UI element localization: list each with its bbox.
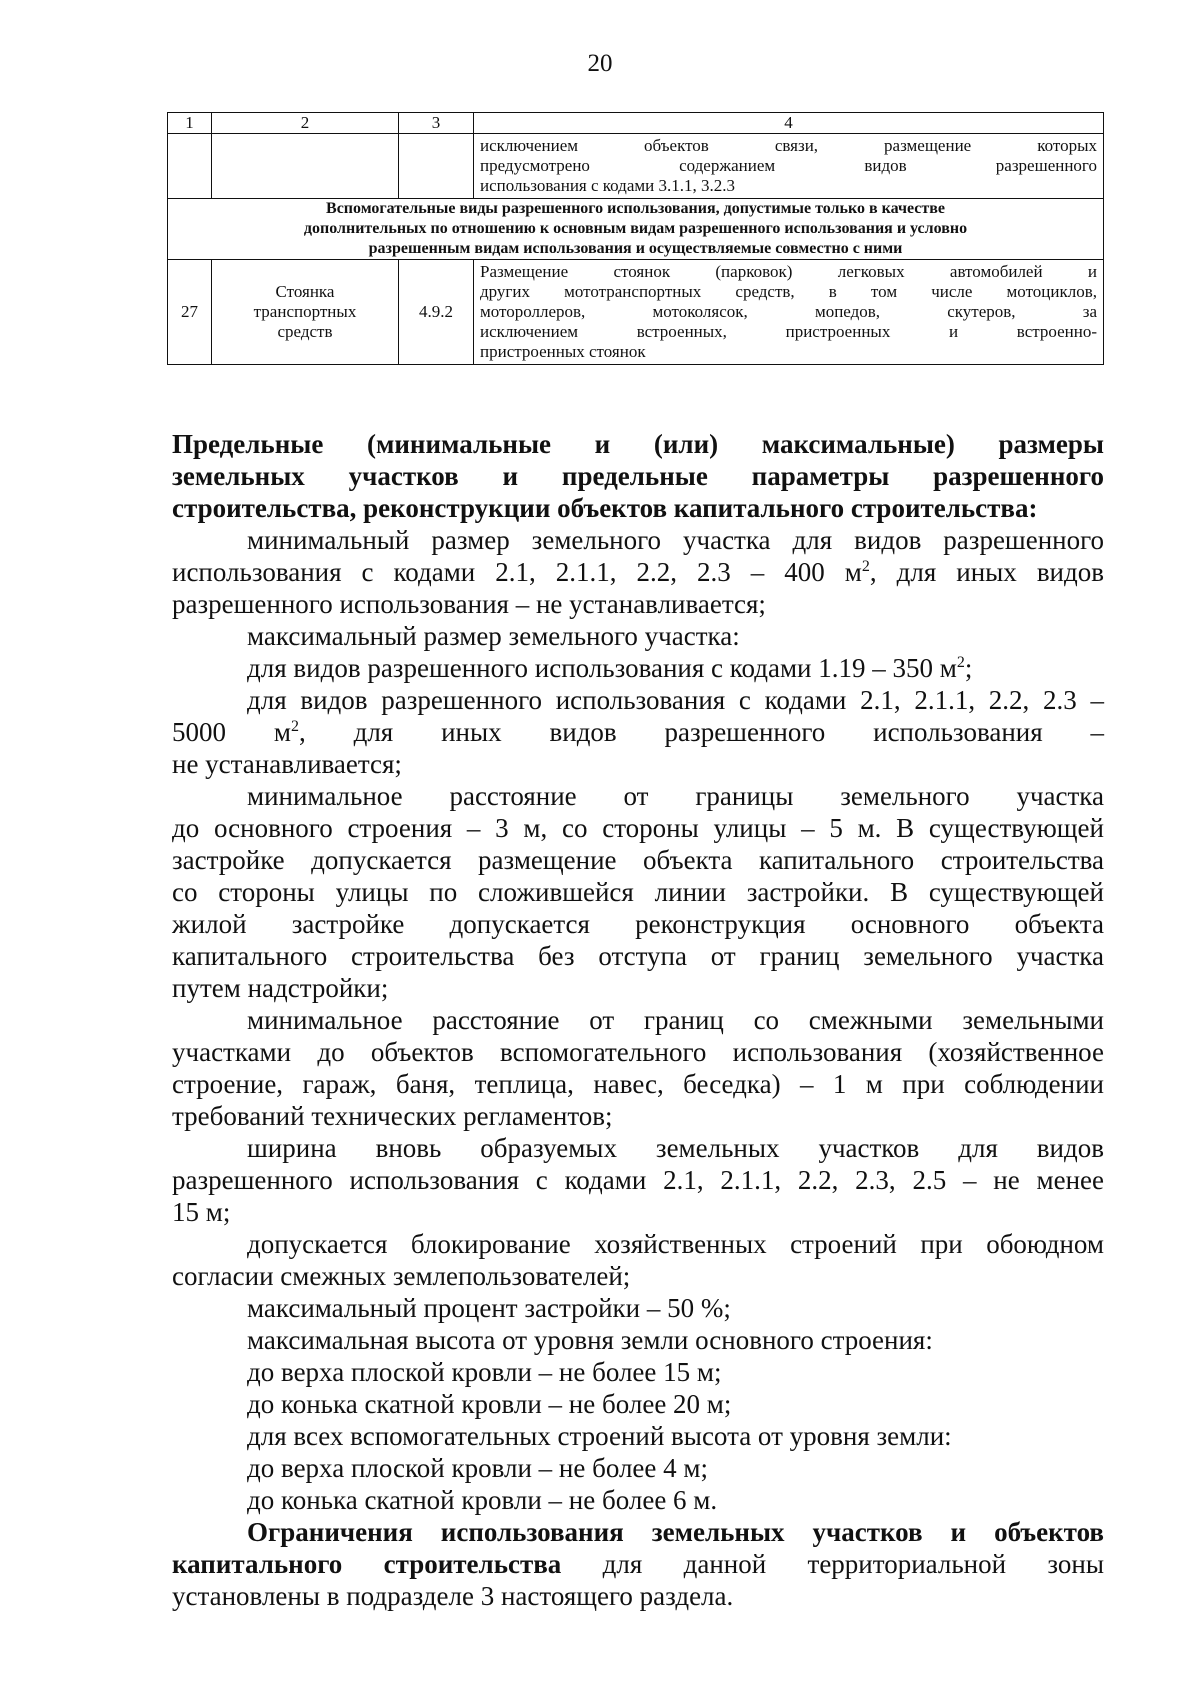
auxiliary-header-line: разрешенным видам использования и осуществляемые совместно с ними xyxy=(368,240,903,257)
continued-description-cell xyxy=(474,134,1104,199)
paragraph-line: минимальный размер земельного участка для видов разрешенного xyxy=(247,525,1104,555)
description-line: Размещение стоянок (парковок) легковых автомобилей и xyxy=(480,262,1097,281)
table-header-row xyxy=(168,113,1104,134)
row-number-cell: 27 xyxy=(168,260,212,365)
continued-line: использования с кодами 3.1.1, 3.2.3 xyxy=(480,176,735,195)
main-text xyxy=(172,428,1104,1612)
paragraph-line: максимальный размер земельного участка: xyxy=(247,621,740,651)
use-name-line: транспортных xyxy=(253,302,357,321)
superscript: 2 xyxy=(290,718,299,735)
paragraph-line: до конька скатной кровли – не более 6 м. xyxy=(247,1485,718,1515)
paragraph-line: максимальный процент застройки – 50 %; xyxy=(247,1293,731,1323)
table-header-cell: 3 xyxy=(399,113,474,134)
text-span: , для иных видов xyxy=(869,557,1104,587)
text-span: использования с кодами 2.1, 2.1.1, 2.2, 2.3 – 400 м xyxy=(172,557,862,587)
paragraph-line xyxy=(172,1548,1104,1580)
description-line: мотороллеров, мотоколясок, мопедов, скутеров, за xyxy=(480,302,1097,321)
paragraph-line: максимальная высота от уровня земли основного строения: xyxy=(247,1325,933,1355)
paragraph-line: не устанавливается; xyxy=(172,749,402,779)
use-description-cell xyxy=(474,260,1104,365)
land-use-table xyxy=(167,112,1104,365)
paragraph-line xyxy=(172,556,1104,588)
paragraph-line xyxy=(172,716,1104,748)
paragraph-line: до конька скатной кровли – не более 20 м; xyxy=(247,1389,732,1419)
paragraph-line: установлены в подразделе 3 настоящего раздела. xyxy=(172,1581,734,1611)
description-line: исключением встроенных, пристроенных и встроенно- xyxy=(480,322,1097,341)
table-row-27 xyxy=(168,260,1104,365)
table-cell-empty xyxy=(399,134,474,199)
text-span: , для иных видов разрешенного использования – xyxy=(298,717,1105,747)
paragraph-line: до основного строения – 3 м, со стороны улицы – 5 м. В существующей xyxy=(172,813,1104,843)
paragraph-line: до верха плоской кровли – не более 4 м; xyxy=(247,1453,708,1483)
auxiliary-section-header-row xyxy=(168,199,1104,260)
paragraph-line: капитального строительства без отступа от границ земельного участка xyxy=(172,941,1104,971)
paragraph-line: минимальное расстояние от границы земельного участка xyxy=(247,781,1104,811)
table-header-cell: 4 xyxy=(474,113,1104,134)
use-code-cell: 4.9.2 xyxy=(399,260,474,365)
paragraph-line: разрешенного использования с кодами 2.1, 2.1.1, 2.2, 2.3, 2.5 – не менее xyxy=(172,1165,1104,1195)
paragraph-line: разрешенного использования – не устанавливается; xyxy=(172,589,766,619)
section-title-line: Предельные (минимальные и (или) максимальные) размеры xyxy=(172,429,1104,459)
text-span: 5000 м xyxy=(172,717,291,747)
paragraph-line: требований технических регламентов; xyxy=(172,1101,613,1131)
section-title-line: земельных участков и предельные параметры разрешенного xyxy=(172,461,1104,491)
use-name-line: Стоянка xyxy=(275,282,335,301)
use-name-cell xyxy=(212,260,399,365)
paragraph-line: для всех вспомогательных строений высота от уровня земли: xyxy=(247,1421,952,1451)
text-span: для видов разрешенного использования с кодами 1.19 – 350 м xyxy=(247,653,957,683)
restrictions-title-line: Ограничения использования земельных участков и объектов xyxy=(247,1517,1104,1547)
paragraph-line: минимальное расстояние от границ со смежными земельными xyxy=(247,1005,1104,1035)
auxiliary-header-line: дополнительных по отношению к основным видам разрешенного использования и условно xyxy=(303,220,968,237)
table-cell-empty xyxy=(168,134,212,199)
paragraph-line: ширина вновь образуемых земельных участков для видов xyxy=(247,1133,1104,1163)
text-span: для данной территориальной зоны xyxy=(561,1549,1104,1579)
description-line: других мототранспортных средств, в том числе мотоциклов, xyxy=(480,282,1097,301)
table-row-continued xyxy=(168,134,1104,199)
auxiliary-section-header xyxy=(168,199,1104,260)
paragraph-line xyxy=(172,652,1104,684)
superscript: 2 xyxy=(956,654,965,671)
paragraph-line: путем надстройки; xyxy=(172,973,389,1003)
section-title-line: строительства, реконструкции объектов капитального строительства: xyxy=(172,493,1038,523)
table-cell-empty xyxy=(212,134,399,199)
restrictions-title-bold: капитального строительства xyxy=(172,1549,562,1579)
paragraph-line: застройке допускается размещение объекта капитального строительства xyxy=(172,845,1104,875)
use-name-line: средств xyxy=(277,322,333,341)
continued-line: предусмотрено содержанием видов разрешенного xyxy=(480,156,1097,175)
paragraph-line: для видов разрешенного использования с кодами 2.1, 2.1.1, 2.2, 2.3 – xyxy=(247,685,1104,715)
table-header-cell: 2 xyxy=(212,113,399,134)
paragraph-line: жилой застройке допускается реконструкция основного объекта xyxy=(172,909,1104,939)
table-header-cell: 1 xyxy=(168,113,212,134)
auxiliary-header-line: Вспомогательные виды разрешенного использования, допустимые только в качестве xyxy=(326,200,945,217)
paragraph-line: со стороны улицы по сложившейся линии застройки. В существующей xyxy=(172,877,1104,907)
superscript: 2 xyxy=(861,558,870,575)
paragraph-line: участками до объектов вспомогательного использования (хозяйственное xyxy=(172,1037,1104,1067)
description-line: пристроенных стоянок xyxy=(480,342,646,361)
paragraph-line: до верха плоской кровли – не более 15 м; xyxy=(247,1357,722,1387)
paragraph-line: допускается блокирование хозяйственных строений при обоюдном xyxy=(247,1229,1104,1259)
paragraph-line: 15 м; xyxy=(172,1197,231,1227)
text-span: ; xyxy=(964,653,973,683)
continued-line: исключением объектов связи, размещение которых xyxy=(480,136,1097,155)
page-number: 20 xyxy=(587,50,613,77)
paragraph-line: согласии смежных землепользователей; xyxy=(172,1261,631,1291)
paragraph-line: строение, гараж, баня, теплица, навес, беседка) – 1 м при соблюдении xyxy=(172,1069,1104,1099)
